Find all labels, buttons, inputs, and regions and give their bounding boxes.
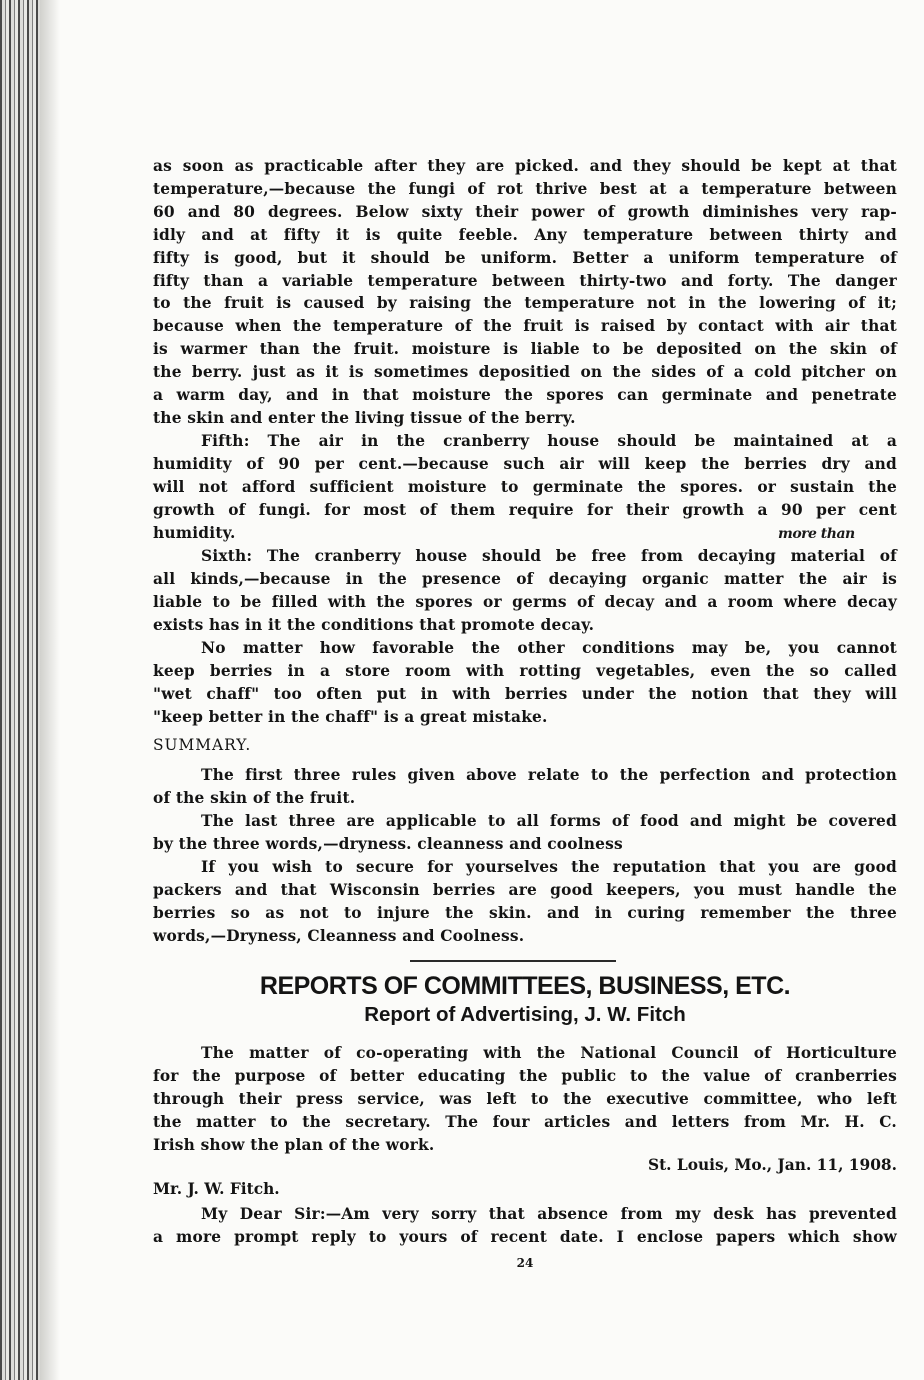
section-divider [410,960,616,962]
paragraph-no-matter: No matter how favorable the other conditions may be, you cannot keep berries in a store room with rotting vegetables, even the so called "wet chaff" too often put in with berries under the notion that they will "keep better in the chaff" is a great mistake. [153,639,897,726]
paragraph-summary-wish: If you wish to secure for yourselves the reputation that you are good packers and that Wisconsin berries are good keepers, you must handle the berries so as not to injure the skin. and in curing remember the three words,—Dryness, Cleanness and Coolness. [153,858,897,945]
paragraph-sixth: Sixth: The cranberry house should be free from decaying material of all kinds,—because in the presence of decaying organic matter the air is liable to be filled with the spores or germs of decay and a room where decay exists has in it the conditions that promote decay. [153,547,897,634]
paragraph-fifth: Fifth: The air in the cranberry house should be maintained at a humidity of 90 per cent.—because such air will keep the berries dry and will not afford sufficient moisture to germinate the spores. or sustain the growth of fungi. for most of them require for their growth a 90 per cent humidity. [153,432,897,542]
handwritten-annotation: more than [778,526,855,542]
paragraph-advertising: The matter of co-operating with the National Council of Horticulture for the purpose of better educating the public to the value of cranberries through their press service, was left to the executive committee, who left the matter to the secretary. The four articles and letters from Mr. H. C. Irish show the plan of the work. [153,1044,897,1154]
section-heading: REPORTS OF COMMITTEES, BUSINESS, ETC. [259,972,791,1000]
book-binding-edge [0,0,40,1380]
binding-shadow [40,0,60,1380]
letter-date: St. Louis, Mo., Jan. 11, 1908. [647,1156,897,1174]
letter-salutation: Mr. J. W. Fitch. [153,1180,280,1198]
summary-heading-wrap [153,734,897,757]
summary-heading: SUMMARY. [153,736,252,754]
section-subheading: Report of Advertising, J. W. Fitch [364,1003,686,1026]
page-number: 24 [516,1256,534,1270]
paragraph-continuation: as soon as practicable after they are picked. and they should be kept at that temperature,—because the fungi of rot thrive best at a temperature between 60 and 80 degrees. Below sixty their power of growth diminishes very rap- idly and at fifty it is quite feeble. Any temperature between thirty and fifty is good, but it should be uniform. Better a uniform temperature of fifty than a variable temperature between thirty-two and forty. The danger to the fruit is caused by raising the temperature not in the lowering of it; because when the temperature of the fruit is raised by contact with air that is warmer than the fruit. moisture is liable to be deposited on the skin of the berry. just as it is sometimes depositied on the sides of a cold pitcher on a warm day, and in that moisture the spores can germinate and penetrate the skin and enter the living tissue of the berry. [153,157,897,427]
paragraph-letter: My Dear Sir:—Am very sorry that absence from my desk has prevented a more prompt reply to yours of recent date. I enclose papers which show [153,1205,897,1246]
paragraph-summary-first: The first three rules given above relate to the perfection and protection of the skin of the fruit. [153,766,897,807]
paragraph-summary-last: The last three are applicable to all forms of food and might be covered by the three words,—dryness. cleanness and coolness [153,812,897,853]
